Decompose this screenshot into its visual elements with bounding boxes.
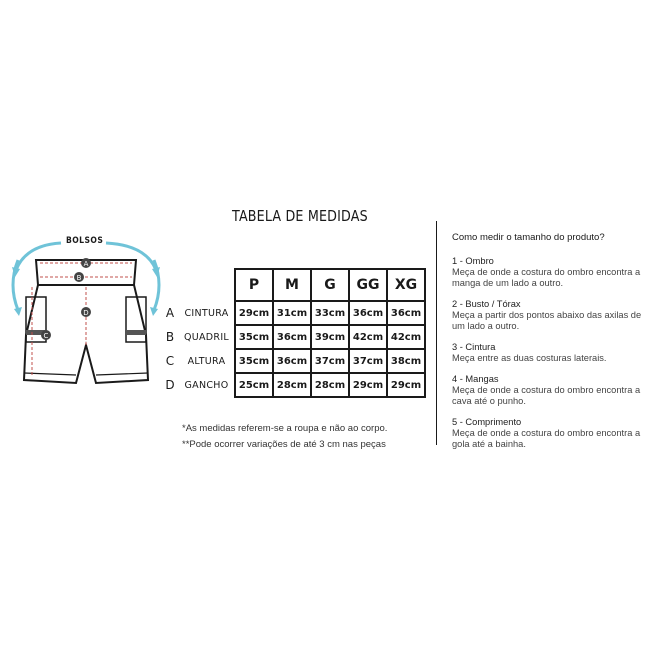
marker-a-label: A bbox=[83, 260, 89, 268]
size-header-gg: GG bbox=[349, 269, 387, 301]
cell-value: 33cm bbox=[311, 301, 349, 325]
cell-value: 29cm bbox=[387, 373, 425, 397]
cell-value: 31cm bbox=[273, 301, 311, 325]
shorts-illustration bbox=[6, 225, 166, 415]
item-title: 3 - Cintura bbox=[452, 342, 496, 352]
marker-c-label: C bbox=[43, 332, 49, 340]
row-measure-name: GANCHO bbox=[184, 379, 229, 391]
row-measure-name: ALTURA bbox=[187, 355, 226, 367]
notes bbox=[182, 421, 387, 453]
cell-value: 28cm bbox=[273, 373, 311, 397]
item-desc: Meça de onde a costura do ombro encontra a gola até a bainha. bbox=[452, 428, 641, 449]
bolsos-arrow-right bbox=[106, 243, 156, 270]
row-letter: A bbox=[165, 306, 175, 320]
cell-value: 29cm bbox=[349, 373, 387, 397]
how-to-item-ombro bbox=[452, 256, 652, 289]
cell-value: 35cm bbox=[235, 325, 273, 349]
table-row bbox=[161, 301, 425, 325]
row-measure-name: CINTURA bbox=[184, 307, 229, 319]
cell-value: 35cm bbox=[235, 349, 273, 373]
cell-value: 38cm bbox=[387, 349, 425, 373]
cell-value: 36cm bbox=[273, 349, 311, 373]
cell-value: 25cm bbox=[235, 373, 273, 397]
cell-value: 36cm bbox=[273, 325, 311, 349]
table-title: TABELA DE MEDIDAS bbox=[232, 207, 368, 225]
note-1: *As medidas referem-se a roupa e não ao corpo. bbox=[182, 423, 388, 434]
size-header-m: M bbox=[273, 269, 311, 301]
item-desc: Meça a partir dos pontos abaixo das axilas de um lado a outro. bbox=[452, 310, 642, 331]
item-title: 5 - Comprimento bbox=[452, 417, 522, 427]
cell-value: 29cm bbox=[235, 301, 273, 325]
cell-value: 28cm bbox=[311, 373, 349, 397]
cell-value: 42cm bbox=[349, 325, 387, 349]
how-to-item-cintura bbox=[452, 342, 652, 364]
table-row bbox=[161, 325, 425, 349]
row-letter: D bbox=[165, 378, 175, 392]
table-row bbox=[161, 349, 425, 373]
size-table bbox=[161, 268, 426, 398]
size-header-xg: XG bbox=[387, 269, 425, 301]
size-header-row bbox=[161, 269, 425, 301]
cell-value: 37cm bbox=[311, 349, 349, 373]
how-to-heading: Como medir o tamanho do produto? bbox=[452, 232, 605, 243]
how-to-item-mangas bbox=[452, 374, 652, 407]
item-title: 4 - Mangas bbox=[452, 374, 499, 384]
row-letter: C bbox=[165, 354, 175, 368]
row-letter: B bbox=[165, 330, 175, 344]
bolsos-arrow-left bbox=[16, 243, 61, 270]
bolsos-label: BOLSOS bbox=[66, 236, 104, 246]
how-to-item-busto bbox=[452, 299, 652, 332]
cell-value: 42cm bbox=[387, 325, 425, 349]
cell-value: 39cm bbox=[311, 325, 349, 349]
item-title: 1 - Ombro bbox=[452, 256, 494, 266]
cell-value: 36cm bbox=[387, 301, 425, 325]
cell-value: 37cm bbox=[349, 349, 387, 373]
size-header-g: G bbox=[311, 269, 349, 301]
how-to-measure bbox=[452, 232, 652, 460]
row-measure-name: QUADRIL bbox=[183, 331, 230, 343]
vertical-divider bbox=[436, 221, 437, 445]
marker-b-label: B bbox=[76, 274, 82, 282]
size-header-p: P bbox=[235, 269, 273, 301]
note-2: **Pode ocorrer variações de até 3 cm nas peças bbox=[182, 439, 386, 450]
item-desc: Meça de onde a costura do ombro encontra a cava até o punho. bbox=[452, 385, 641, 406]
cell-value: 36cm bbox=[349, 301, 387, 325]
how-to-item-comprimento bbox=[452, 417, 652, 450]
item-desc: Meça de onde a costura do ombro encontra a manga de um lado a outro. bbox=[452, 267, 641, 288]
item-desc: Meça entre as duas costuras laterais. bbox=[452, 353, 607, 363]
table-row bbox=[161, 373, 425, 397]
marker-d-label: D bbox=[83, 309, 89, 317]
item-title: 2 - Busto / Tórax bbox=[452, 299, 521, 309]
